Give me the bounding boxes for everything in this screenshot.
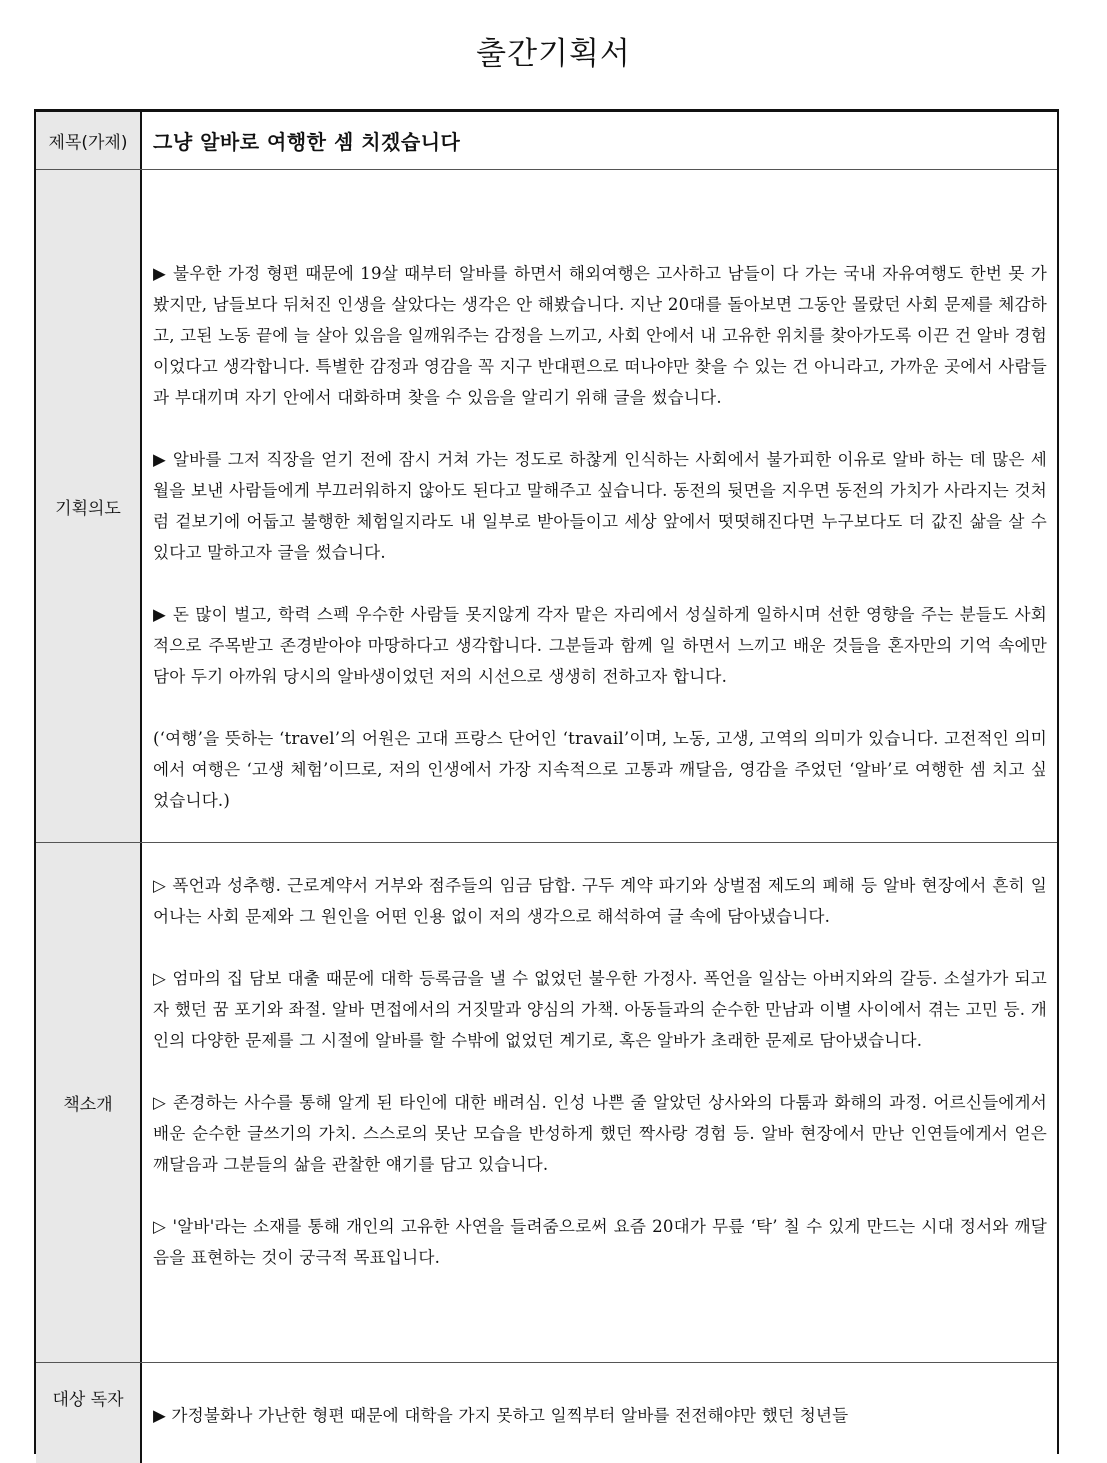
intent-paragraph: ▶ 알바를 그저 직장을 얻기 전에 잠시 거쳐 가는 정도로 하찮게 인식하는 사회에서 불가피한 이유로 알바 하는 데 많은 세월을 보낸 사람들에게 부끄러워하지 않아도 된다고 말해주고 싶습니다. 동전의 뒷면을 지우면 동전의 가치가 사라지는 것처럼 겉보기에 어둡고 불행한 체험일지라도 내 일부로 받아들이고 세상 앞에서 떳떳해진다면 누구보다도 더 값진 삶을 살 수 있다고 말하고자 글을 썼습니다. — [153, 450, 1047, 562]
intro-paragraph: ▷ '알바'라는 소재를 통해 개인의 고유한 사연을 들려줌으로써 요즘 20대가 무릎 ‘탁’ 칠 수 있게 만드는 시대 정서와 깨달음을 표현하는 것이 궁극적 목표입니다. — [153, 1217, 1047, 1267]
intro-paragraph: ▷ 존경하는 사수를 통해 알게 된 타인에 대한 배려심. 인성 나쁜 줄 알았던 상사와의 다툼과 화해의 과정. 어르신들에게서 배운 순수한 글쓰기의 가치. 스스로의 못난 모습을 반성하게 했던 짝사랑 경험 등. 알바 현장에서 만난 인연들에게서 얻은 깨달음과 그분들의 삶을 관찰한 얘기를 담고 있습니다. — [153, 1093, 1047, 1174]
intent-label: 기획의도 — [36, 170, 142, 842]
intent-paragraph: (‘여행’을 뜻하는 ‘travel’의 어원은 고대 프랑스 단어인 ‘travail’이며, 노동, 고생, 고역의 의미가 있습니다. 고전적인 의미에서 여행은 ‘고생 체험’이므로, 저의 인생에서 가장 지속적으로 고통과 깨달음, 영감을 주었던 ‘알바’로 여행한 셈 치고 싶었습니다.) — [153, 729, 1047, 810]
readers-content — [142, 1363, 1057, 1463]
intro-paragraph: ▷ 폭언과 성추행. 근로계약서 거부와 점주들의 임금 담합. 구두 계약 파기와 상벌점 제도의 폐해 등 알바 현장에서 흔히 일어나는 사회 문제와 그 원인을 어떤 인용 없이 저의 생각으로 해석하여 글 속에 담아냈습니다. — [153, 876, 1047, 926]
intro-content — [142, 843, 1057, 1362]
title-row — [36, 112, 1057, 170]
readers-paragraph: ▶ 가정불화나 가난한 형편 때문에 대학을 가지 못하고 일찍부터 알바를 전전해야만 했던 청년들 — [153, 1406, 849, 1425]
intro-label: 책소개 — [36, 843, 142, 1362]
book-title: 그냥 알바로 여행한 셈 치겠습니다 — [153, 130, 461, 154]
proposal-table — [34, 109, 1059, 1454]
title-label: 제목(가제) — [36, 112, 142, 169]
document-title: 출간기획서 — [476, 36, 631, 72]
intent-paragraph: ▶ 돈 많이 벌고, 학력 스펙 우수한 사람들 못지않게 각자 맡은 자리에서 성실하게 일하시며 선한 영향을 주는 분들도 사회적으로 주목받고 존경받아야 마땅하다고 생각합니다. 그분들과 함께 일 하면서 느끼고 배운 것들을 혼자만의 기억 속에만 담아 두기 아까워 당시의 알바생이었던 저의 시선으로 생생히 전하고자 합니다. — [153, 605, 1047, 686]
intro-row — [36, 843, 1057, 1363]
intent-content — [142, 170, 1057, 842]
intent-paragraph: ▶ 불우한 가정 형편 때문에 19살 때부터 알바를 하면서 해외여행은 고사하고 남들이 다 가는 국내 자유여행도 한번 못 가봤지만, 남들보다 뒤처진 인생을 살았다는 생각은 안 해봤습니다. 지난 20대를 돌아보면 그동안 몰랐던 사회 문제를 체감하고, 고된 노동 끝에 늘 살아 있음을 일깨워주는 감정을 느끼고, 사회 안에서 내 고유한 위치를 찾아가도록 이끈 건 알바 경험이었다고 생각합니다. 특별한 감정과 영감을 꼭 지구 반대편으로 떠나야만 찾을 수 있는 건 아니라고, 가까운 곳에서 사람들과 부대끼며 자기 안에서 대화하며 찾을 수 있음을 알리기 위해 글을 썼습니다. — [153, 264, 1047, 407]
intro-paragraph: ▷ 엄마의 집 담보 대출 때문에 대학 등록금을 낼 수 없었던 불우한 가정사. 폭언을 일삼는 아버지와의 갈등. 소설가가 되고자 했던 꿈 포기와 좌절. 알바 면접에서의 거짓말과 양심의 가책. 아동들과의 순수한 만남과 이별 사이에서 겪는 고민 등. 개인의 다양한 문제를 그 시절에 알바를 할 수밖에 없었던 계기로, 혹은 알바가 초래한 문제로 담아냈습니다. — [153, 969, 1047, 1050]
readers-row — [36, 1363, 1057, 1463]
readers-label: 대상 독자 — [36, 1363, 142, 1463]
intent-row — [36, 170, 1057, 843]
